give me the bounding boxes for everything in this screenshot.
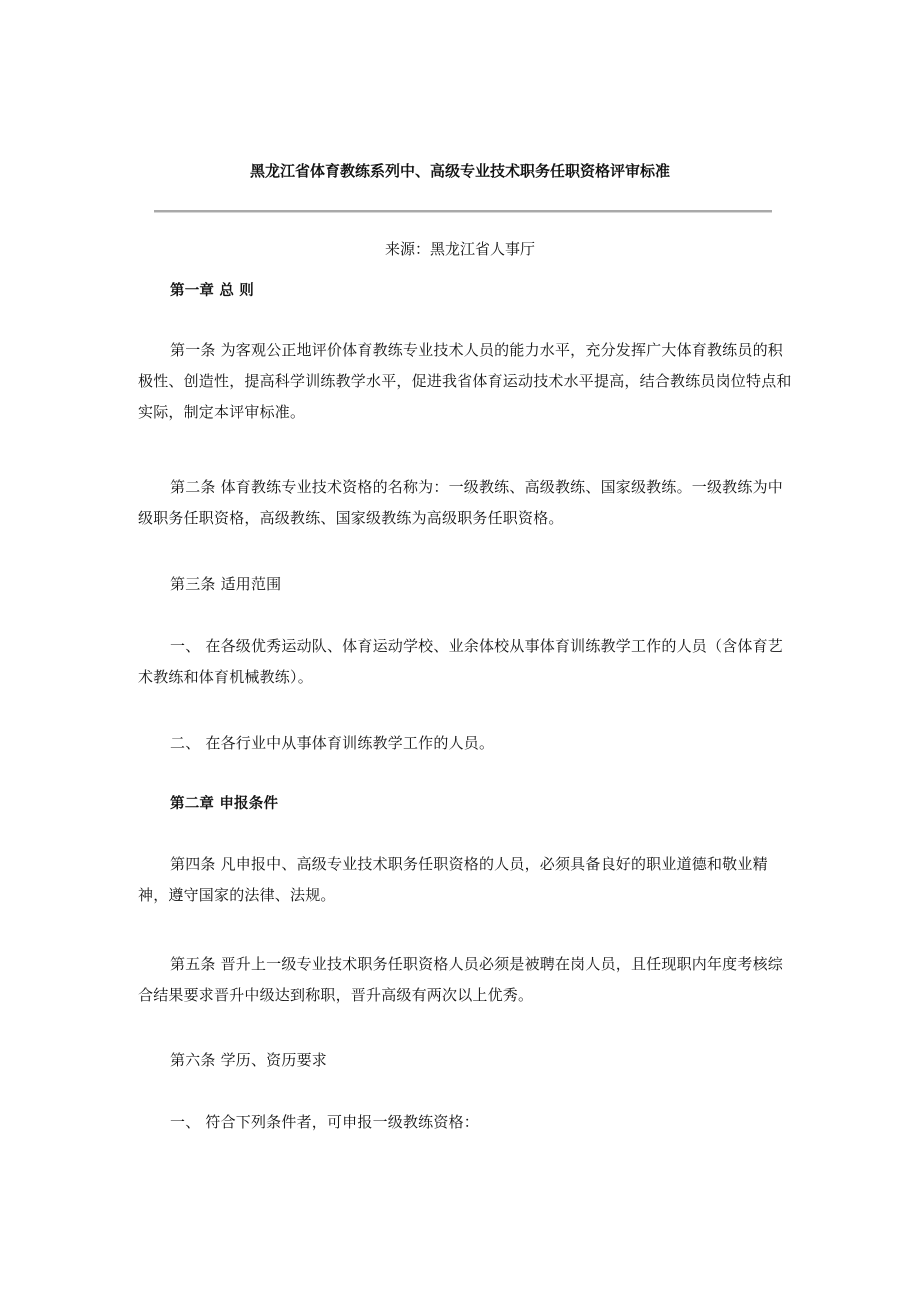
article-3: 第三条 适用范围 — [170, 575, 282, 593]
article-6-item-1: 一、 符合下列条件者，可申报一级教练资格： — [170, 1113, 479, 1131]
article-3-item-2: 二、 在各行业中从事体育训练教学工作的人员。 — [170, 734, 495, 752]
article-3-item-1: 一、 在各级优秀运动队、体育运动学校、业余体校从事体育训练教学工作的人员（含体育艺术教练和体育机械教练）。 — [138, 637, 783, 686]
article-1: 第一条 为客观公正地评价体育教练专业技术人员的能力水平，充分发挥广大体育教练员的积极性、创造性，提高科学训练教学水平，促进我省体育运动技术水平提高，结合教练员岗位特点和实际，制定本评审标准。 — [138, 341, 792, 421]
article-2: 第二条 体育教练专业技术资格的名称为：一级教练、高级教练、国家级教练。一级教练为中级职务任职资格，高级教练、国家级教练为高级职务任职资格。 — [138, 478, 783, 527]
article-5: 第五条 晋升上一级专业技术职务任职资格人员必须是被聘在岗人员，且任现职内年度考核综合结果要求晋升中级达到称职，晋升高级有两次以上优秀。 — [138, 955, 783, 1004]
title-divider — [154, 210, 772, 213]
article-6: 第六条 学历、资历要求 — [170, 1051, 327, 1069]
source-line: 来源：黑龙江省人事厅 — [384, 240, 535, 258]
chapter-1-heading: 第一章 总 则 — [170, 283, 254, 299]
document-title: 黑龙江省体育教练系列中、高级专业技术职务任职资格评审标准 — [249, 162, 670, 180]
article-4: 第四条 凡申报中、高级专业技术职务任职资格的人员，必须具备良好的职业道德和敬业精神，遵守国家的法律、法规。 — [138, 855, 768, 904]
chapter-2-heading: 第二章 申报条件 — [170, 796, 279, 812]
